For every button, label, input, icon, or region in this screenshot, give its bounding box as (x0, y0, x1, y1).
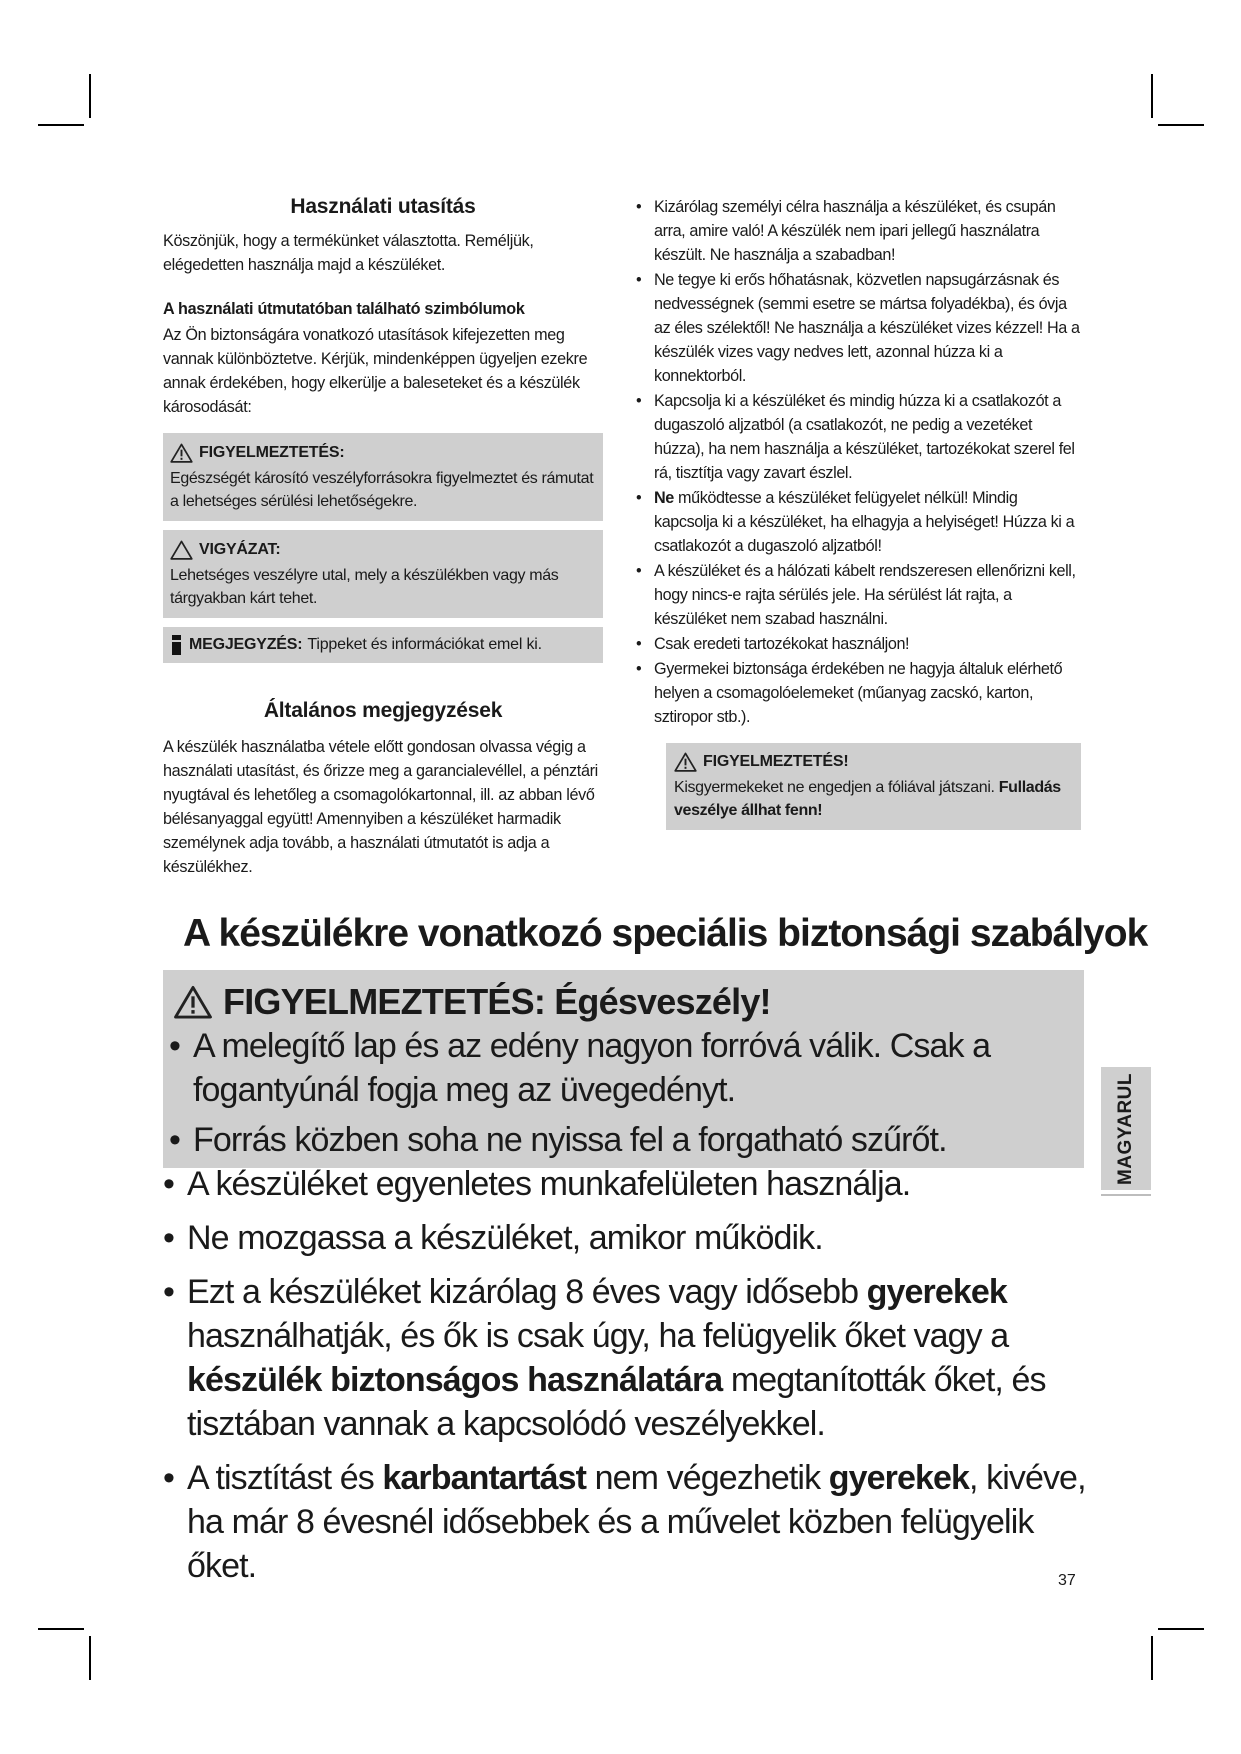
language-tab-underline (1101, 1194, 1151, 1196)
caution-label: VIGYÁZAT: (199, 541, 281, 558)
language-tab (1101, 1067, 1151, 1190)
list-item: • Forrás közben soha ne nyissa fel a forgatható szűrőt. (163, 1118, 1084, 1162)
warning-label: FIGYELMEZTETÉS: (199, 444, 345, 461)
note-text: Tippeket és információkat emel ki. (307, 636, 542, 653)
crop-mark (89, 1636, 91, 1680)
list-item (157, 1270, 1097, 1446)
bold-run: karbantartást (382, 1459, 587, 1497)
text-run: használhatják, és ők is csak úgy, ha felügyelik őket vagy a (187, 1317, 1009, 1355)
note-label: MEGJEGYZÉS: (189, 636, 303, 653)
text-run: A tisztítást és (187, 1459, 383, 1497)
list-item: • Ne tegye ki erős hőhatásnak, közvetlen napsugárzásnak és nedvességnek (semmi esetre se mártsa folyadékba), és óvja az éles szélektől! Ne használja a készüléket vizes kézzel! Ha a készülék vizes vagy nedves lett, azonnal húzza ki a konnektorból. (636, 268, 1081, 388)
list-item: • A melegítő lap és az edény nagyon forróvá válik. Csak a fogantyúnál fogja meg az üvegedényt. (163, 1024, 1084, 1112)
caution-box (163, 530, 603, 618)
note-head (171, 634, 595, 656)
symbols-heading: A használati útmutatóban található szimbólumok (163, 300, 525, 318)
special-title: A készülékre vonatkozó speciális biztonsági szabályok (183, 912, 1148, 955)
note-box (163, 627, 603, 663)
warning-bold: Fulladás veszélye állhat fenn! (674, 779, 1061, 819)
section-title: Használati utasítás (290, 195, 476, 218)
warning-text: Egészségét károsító veszélyforrásokra figyelmeztet és rámutat a lehetséges sérülési lehetőségekre. (170, 470, 594, 510)
left-column (163, 195, 603, 879)
list-item: • Kizárólag személyi célra használja a készüléket, és csupán arra, amire való! A készülék nem ipari jellegű használatra készült. Ne használja a szabadban! (636, 195, 1081, 267)
warning-plain: Kisgyermekeket ne engedjen a fóliával játszani. (674, 779, 995, 796)
list-item: • A készüléket egyenletes munkafelületen használja. (157, 1162, 1097, 1206)
info-icon (171, 635, 182, 655)
right-column (636, 195, 1081, 830)
special-rules-list (157, 1162, 1097, 1588)
burn-warning-head (163, 980, 1084, 1024)
bold-run: gyerekek (866, 1273, 1007, 1311)
bold-run: gyerekek (828, 1459, 969, 1497)
bold-prefix: Ne (654, 489, 674, 507)
warning-triangle-icon (674, 752, 697, 772)
symbols-text: Az Ön biztonságára vonatkozó utasítások kifejezetten meg vannak különböztetve. Kérjük, mindenképpen ügyeljen ezekre annak érdekében, hogy elkerülje a baleseteket és a készülék károsodását: (163, 326, 588, 416)
warning-triangle-icon (170, 443, 193, 463)
bold-run: készülék biztonságos használatára (187, 1361, 723, 1399)
crop-mark (38, 1628, 84, 1630)
warning-box (163, 433, 603, 521)
general-text: A készülék használatba vétele előtt gondosan olvassa végig a használati utasítást, és őrizze meg a garancialevéllel, a pénztári nyugtával és lehetőleg a csomagolókartonnal, ill. az abban lévő bélésanyaggal együtt! Amennyiben a készüléket harmadik személynek adja tovább, a használati útmutatót is adja a készülékhez. (163, 738, 598, 876)
crop-mark (1158, 124, 1204, 126)
crop-mark (1151, 74, 1153, 118)
text-run: megtanították őket, és tisztában vannak a kapcsolódó veszélyekkel. (187, 1361, 1046, 1443)
warning-text (674, 776, 1073, 822)
list-item: • Kapcsolja ki a készüléket és mindig húzza ki a csatlakozót a dugaszoló aljzatból (a csatlakozót, ne pedig a vezetéket húzza), ha nem használja a készüléket, tartozékokat szerel fel rá, tisztítja vagy zavart észlel. (636, 389, 1081, 485)
warning-label: FIGYELMEZTETÉS! (703, 753, 849, 770)
warning-triangle-icon (173, 985, 213, 1019)
general-title: Általános megjegyzések (263, 699, 503, 722)
caution-triangle-icon (170, 540, 193, 560)
burn-warning-list (163, 1024, 1084, 1162)
list-item-text: működtesse a készüléket felügyelet nélkül! Mindig kapcsolja ki a készüléket, ha elhagyja a helyiséget! Húzza ki a csatlakozót a dugaszoló aljzatból! (654, 489, 1075, 555)
text-run: Ezt a készüléket kizárólag 8 éves vagy idősebb (187, 1273, 867, 1311)
language-tab-label: MAGYARUL (1115, 1072, 1136, 1186)
warning-head (674, 751, 1073, 773)
caution-text: Lehetséges veszélyre utal, mely a készülékben vagy más tárgyakban kárt tehet. (170, 567, 559, 607)
page-number: 37 (1058, 1572, 1076, 1589)
list-item: • A készüléket és a hálózati kábelt rendszeresen ellenőrizni kell, hogy nincs-e rajta sérülés jele. Ha sérülést lát rajta, a készüléket nem szabad használni. (636, 559, 1081, 631)
intro-text: Köszönjük, hogy a termékünket választotta. Reméljük, elégedetten használja majd a készüléket. (163, 232, 534, 274)
foil-warning-box (666, 743, 1081, 830)
crop-mark (1158, 1628, 1204, 1630)
special-rules (157, 1162, 1097, 1598)
safety-list (636, 195, 1081, 729)
list-item: • Ne mozgassa a készüléket, amikor működik. (157, 1216, 1097, 1260)
caution-head (170, 539, 595, 561)
list-item: • Gyermekei biztonsága érdekében ne hagyja általuk elérhető helyen a csomagolóelemeket (műanyag zacskó, karton, sztiropor stb.). (636, 657, 1081, 729)
burn-warning-box (163, 970, 1084, 1168)
crop-mark (38, 124, 84, 126)
crop-mark (1151, 1636, 1153, 1680)
list-item: • Csak eredeti tartozékokat használjon! (636, 632, 1081, 656)
list-item (157, 1456, 1097, 1588)
text-run: , kivéve, ha már 8 évesnél idősebbek és a művelet közben felügyelik őket. (187, 1459, 1086, 1585)
list-item (636, 486, 1081, 558)
text-run: nem végezhetik (586, 1459, 829, 1497)
burn-warning-label: FIGYELMEZTETÉS: Égésveszély! (223, 981, 771, 1022)
crop-mark (89, 74, 91, 118)
warning-head (170, 442, 595, 464)
